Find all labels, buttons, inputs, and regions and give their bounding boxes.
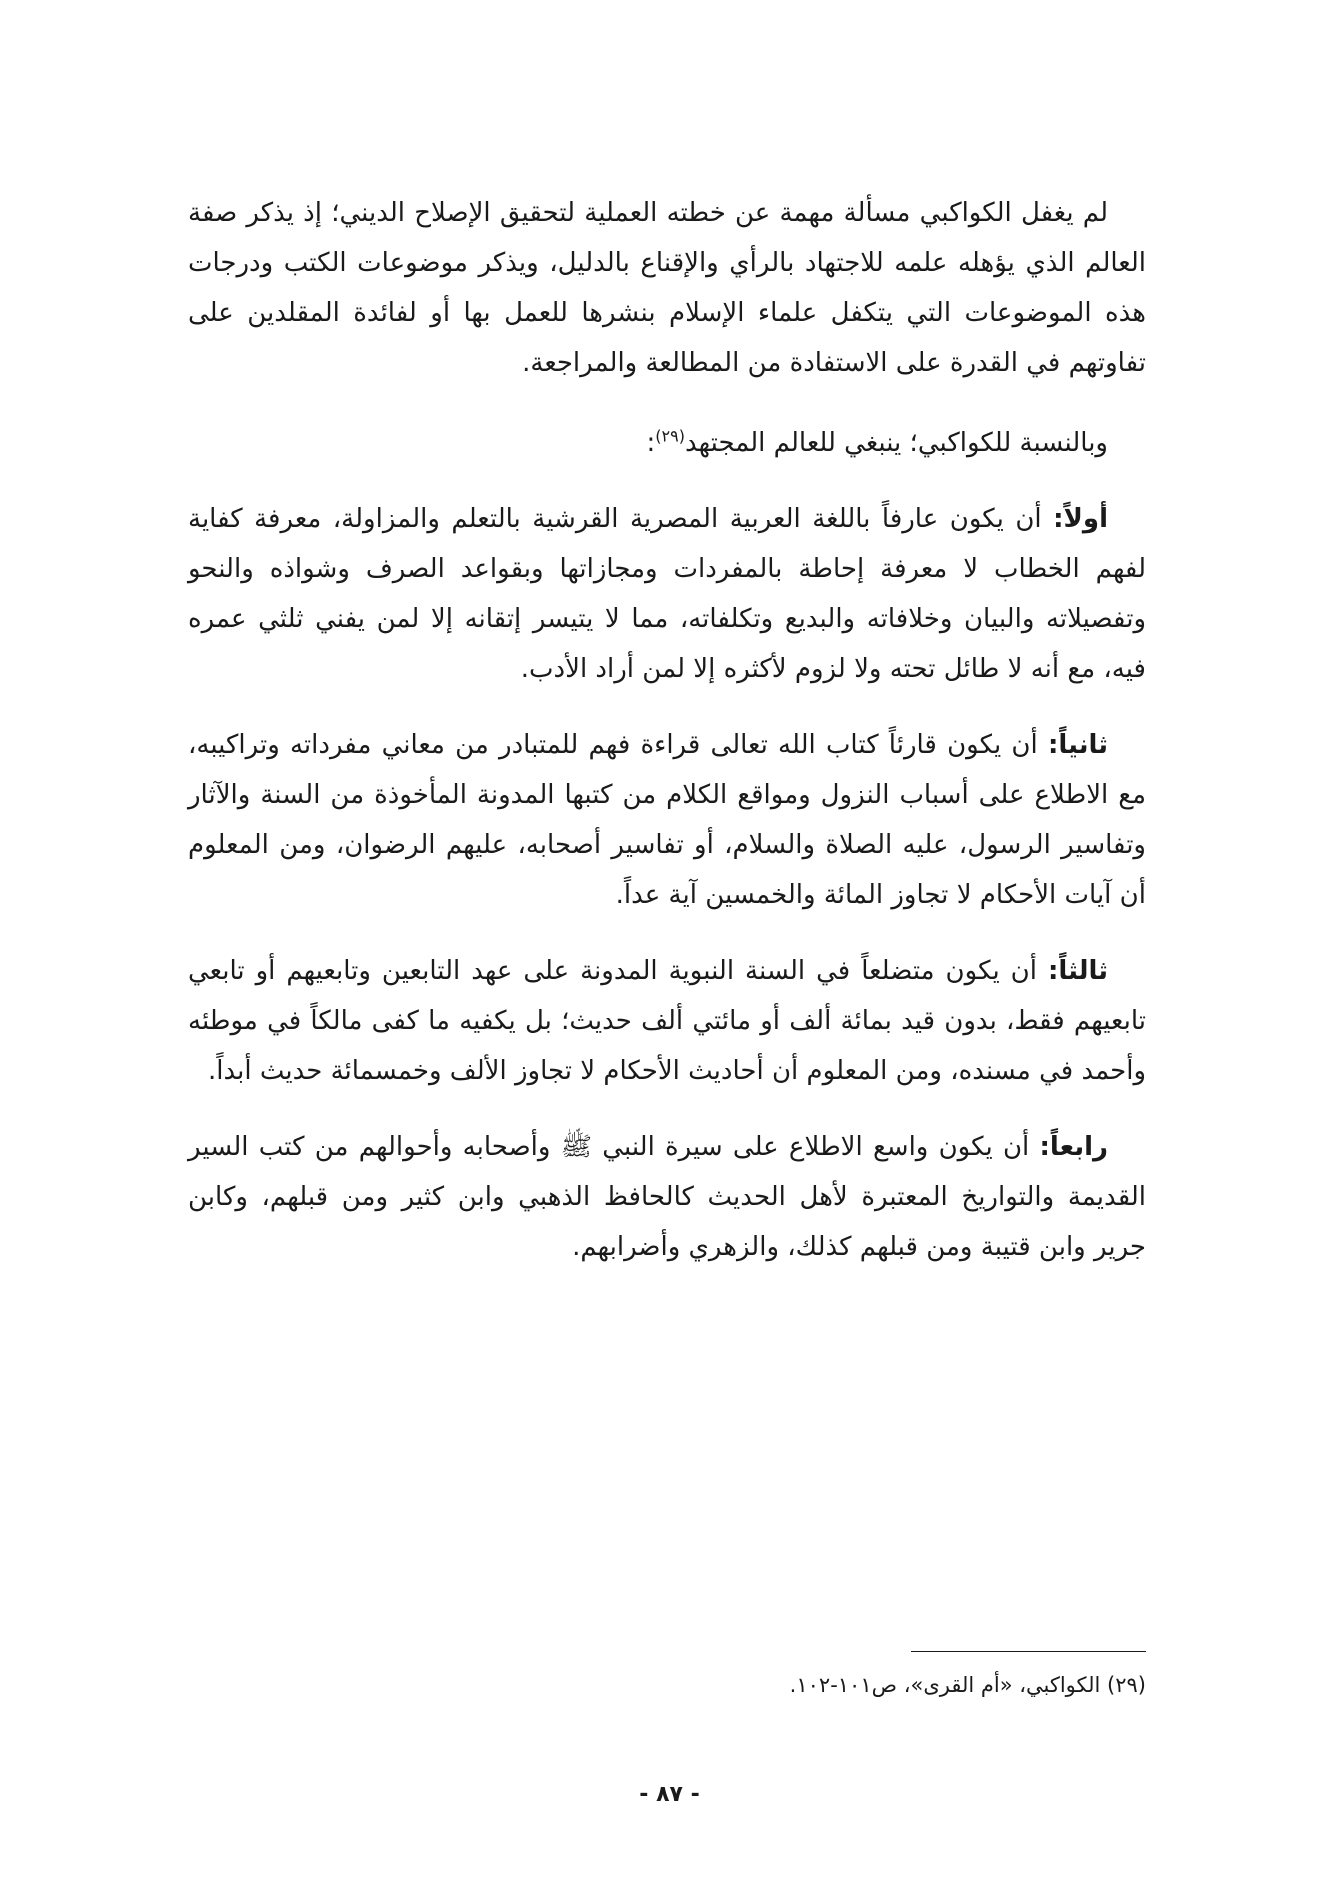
paragraph-fourth — [188, 1122, 1146, 1272]
third-lead: ثالثاً: — [1047, 956, 1108, 986]
second-lead: ثانياً: — [1047, 730, 1108, 760]
fourth-text: أن يكون واسع الاطلاع على سيرة النبي ﷺ وأصحابه وأحوالهم من كتب السير القديمة والتواريخ المعتبرة لأهل الحديث كالحافظ الذهبي وابن كثير ومن قبلهم، وكابن جرير وابن قتيبة ومن قبلهم كذلك، والزهري وأضرابهم. — [188, 1132, 1146, 1262]
second-text: أن يكون قارئاً كتاب الله تعالى قراءة فهم للمتبادر من معاني مفرداته وتراكيبه، مع الاطلاع على أسباب النزول ومواقع الكلام من كتبها المدونة المأخوذة من السنة والآثار وتفاسير الرسول، عليه الصلاة والسلام، أو تفاسير أصحابه، عليهم الرضوان، ومن المعلوم أن آيات الأحكام لا تجاوز المائة والخمسين آية عداً. — [188, 730, 1146, 910]
body-text — [188, 188, 1146, 1298]
paragraph-intro — [188, 418, 1146, 468]
page-number: - ٨٧ - — [639, 1782, 700, 1807]
first-lead: أولاً: — [1053, 504, 1108, 534]
paragraph-second — [188, 720, 1146, 920]
intro-colon: : — [646, 428, 656, 458]
footnote: (٢٩) الكواكبي، «أم القرى»، ص١٠١-١٠٢. — [789, 1673, 1146, 1697]
intro-text: وبالنسبة للكواكبي؛ ينبغي للعالم المجتهد — [684, 428, 1108, 458]
first-text: أن يكون عارفاً باللغة العربية المصرية القرشية بالتعلم والمزاولة، معرفة كفاية لفهم الخطاب لا معرفة إحاطة بالمفردات ومجازاتها وبقواعد الصرف وشواذه والنحو وتفصيلاته والبيان وخلافاته والبديع وتكلفاته، مما لا يتيسر إتقانه إلا لمن يفني ثلثي عمره فيه، مع أنه لا طائل تحته ولا لزوم لأكثره إلا لمن أراد الأدب. — [188, 504, 1146, 684]
paragraph-opening: لم يغفل الكواكبي مسألة مهمة عن خطته العملية لتحقيق الإصلاح الديني؛ إذ يذكر صفة العالم الذي يؤهله علمه للاجتهاد بالرأي والإقناع بالدليل، ويذكر موضوعات الكتب ودرجات هذه الموضوعات التي يتكفل علماء الإسلام بنشرها للعمل بها أو لفائدة المقلدين على تفاوتهم في القدرة على الاستفادة من المطالعة والمراجعة. — [188, 198, 1146, 378]
third-text: أن يكون متضلعاً في السنة النبوية المدونة على عهد التابعين وتابعيهم أو تابعي تابعيهم فقط، بدون قيد بمائة ألف أو مائتي ألف حديث؛ بل يكفيه ما كفى مالكاً في موطئه وأحمد في مسنده، ومن المعلوم أن أحاديث الأحكام لا تجاوز الألف وخمسمائة حديث أبداً. — [188, 956, 1146, 1086]
footnote-separator — [911, 1651, 1146, 1652]
fourth-lead: رابعاً: — [1039, 1132, 1108, 1162]
paragraph-third — [188, 946, 1146, 1096]
paragraph-first — [188, 494, 1146, 694]
footnote-reference[interactable]: (٢٩) — [655, 426, 685, 446]
